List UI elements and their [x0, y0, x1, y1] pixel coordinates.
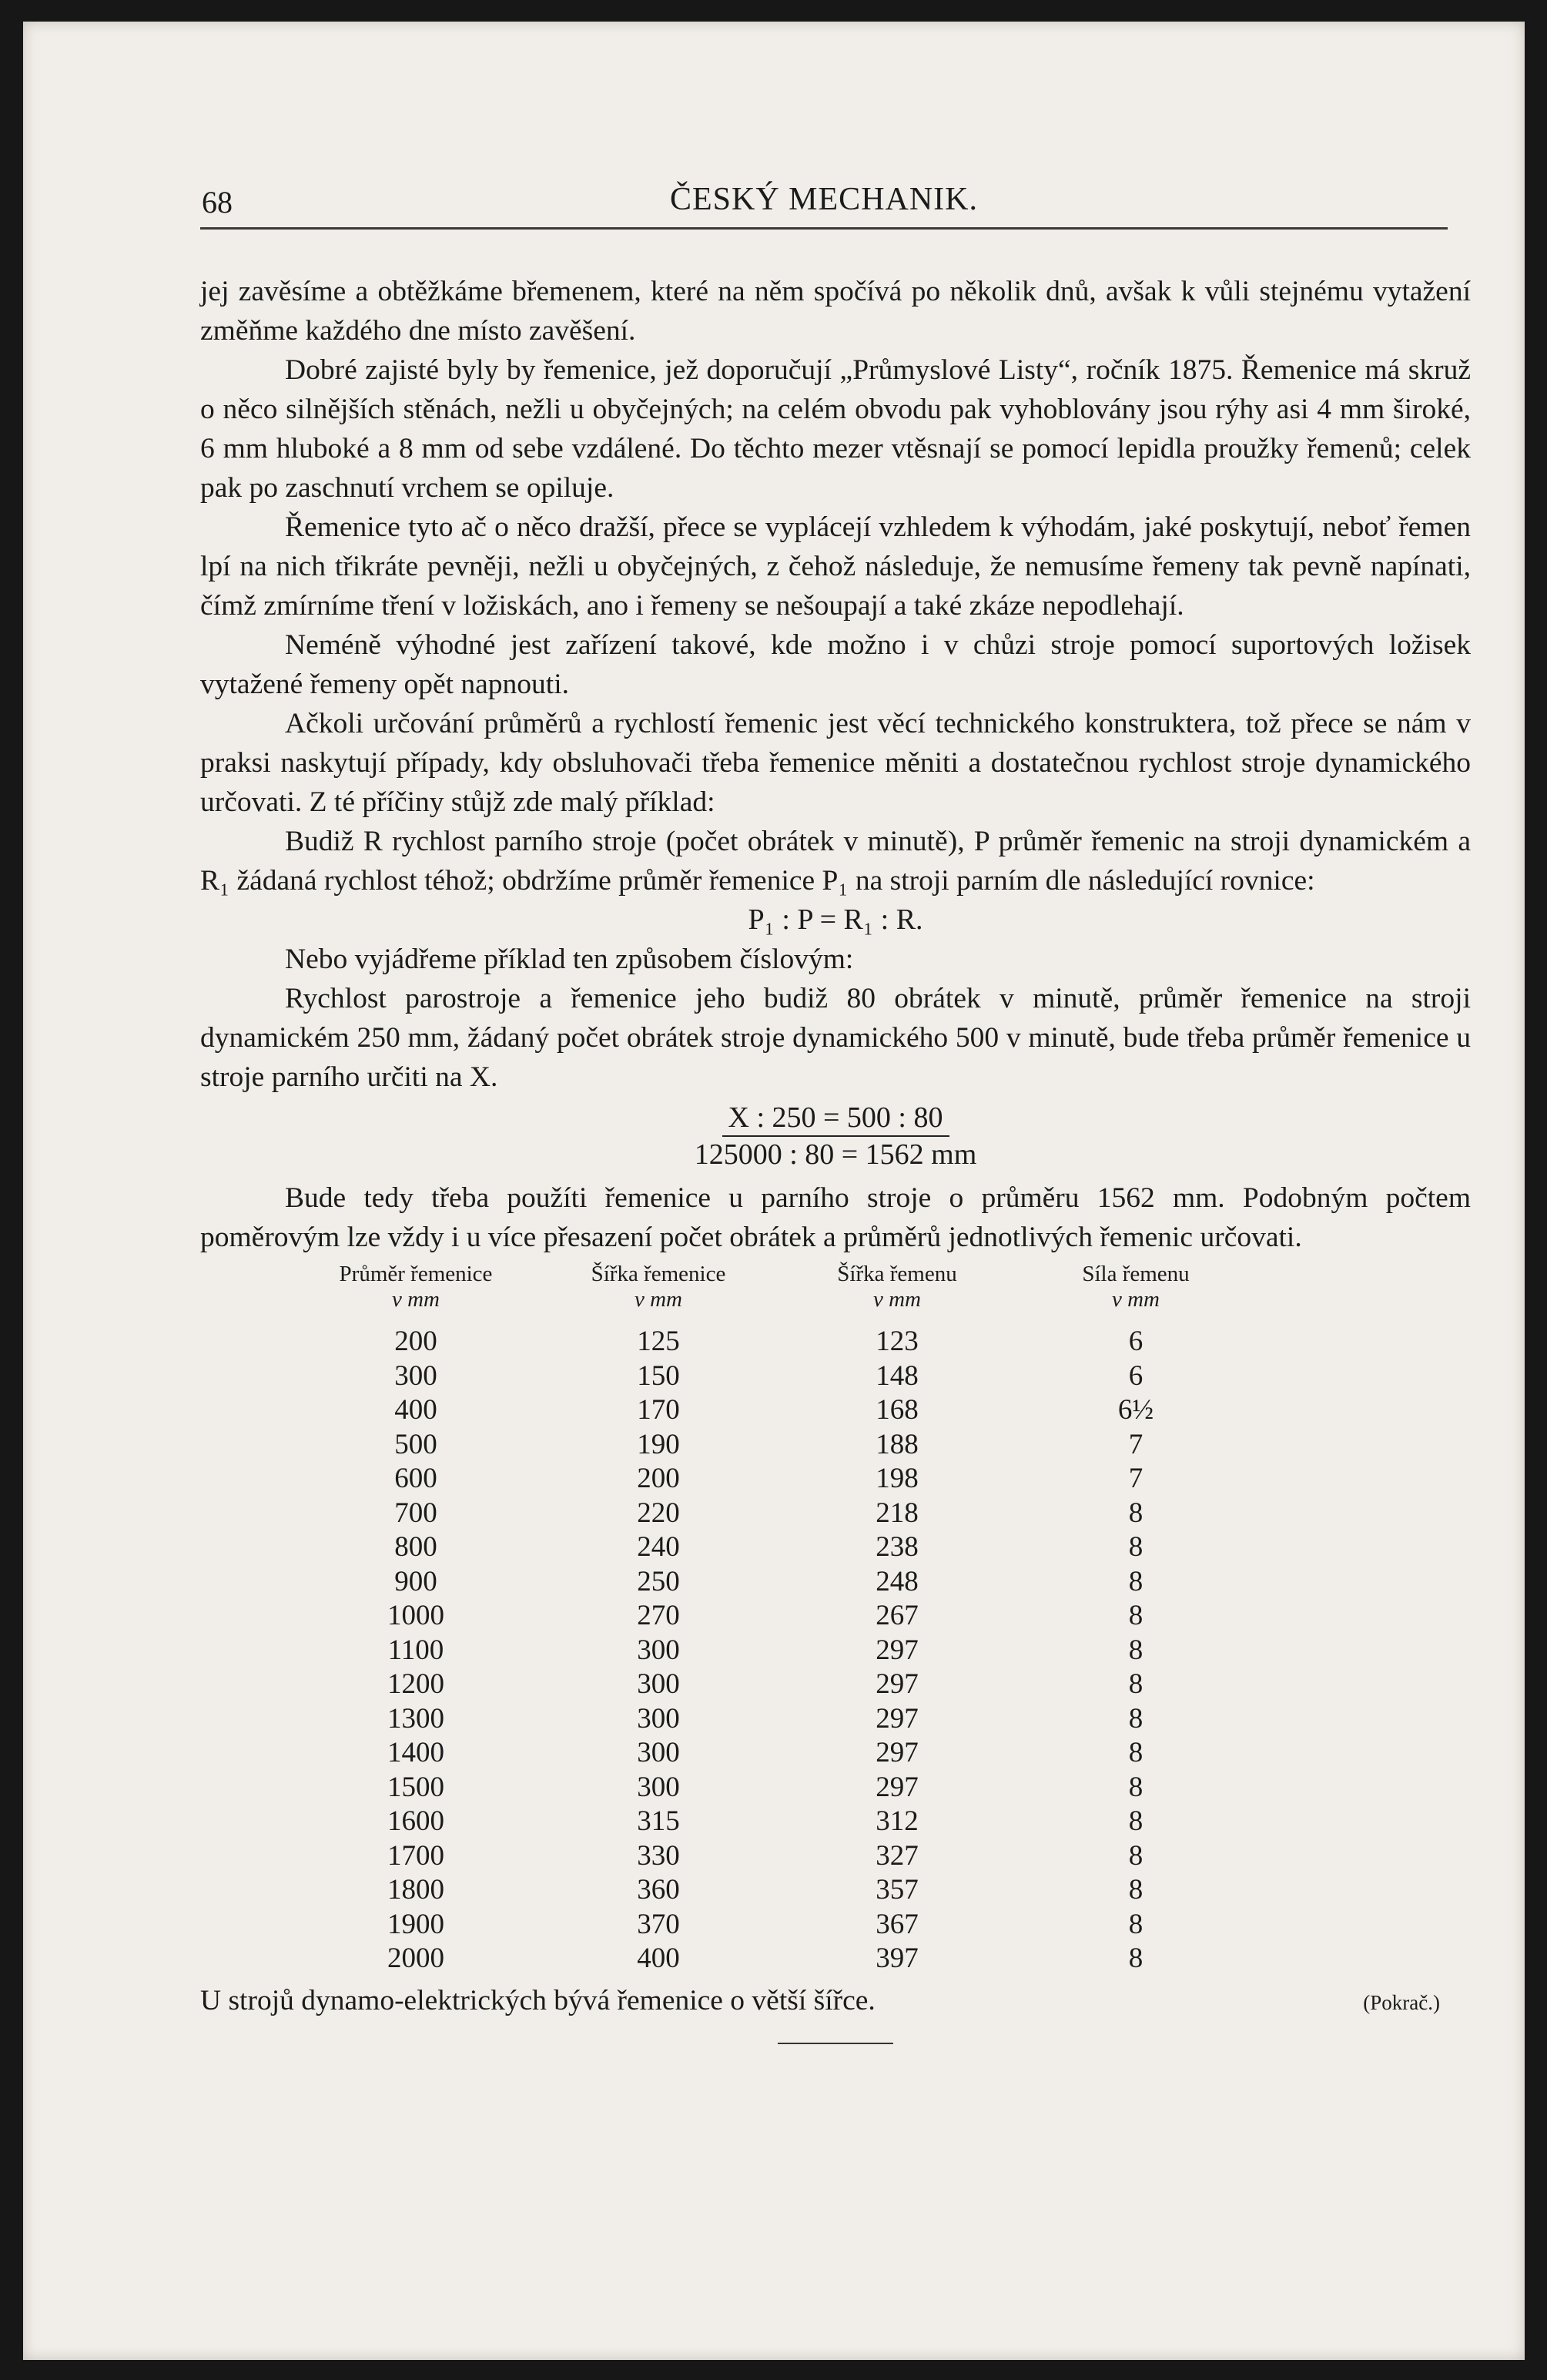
table-cell: 8 — [1128, 1805, 1144, 1837]
table-cell: 1500 — [387, 1771, 444, 1803]
table-cell: 400 — [394, 1394, 437, 1426]
worked-example — [200, 1100, 1471, 1172]
table-cell: 270 — [637, 1600, 680, 1631]
table-cell: 8 — [1128, 1943, 1144, 1974]
table-cell: 218 — [876, 1497, 919, 1529]
table-row — [293, 1736, 1471, 1771]
table-cell: 300 — [394, 1359, 437, 1392]
table-cell: 300 — [637, 1771, 680, 1803]
column-label: Šířka řemenu — [837, 1262, 957, 1286]
table-cell: 200 — [637, 1463, 680, 1494]
table-cell: 297 — [876, 1668, 919, 1700]
table-cell: 123 — [876, 1326, 919, 1357]
paragraph: Ačkoli určování průměrů a rychlostí řemenic jest věcí technického konstruktera, tož přece se nám v praksi naskytují případy, kdy obsluhovači třeba řemenice měniti a dostatečnou rychlost stroje dynamického určovati. Z té příčiny stůjž zde malý příklad: — [200, 708, 1471, 818]
table-row — [293, 1771, 1471, 1805]
table-row — [293, 1359, 1471, 1394]
table-row — [293, 1839, 1471, 1874]
table-cell: 315 — [637, 1805, 680, 1837]
header-rule — [200, 227, 1448, 230]
paragraph: Dobré zajisté byly by řemenice, jež doporučují „Průmyslové Listy“, ročník 1875. Řemenice má skruž o něco silnějších stěnách, nežli u obyčejných; na celém obvodu pak vyhoblovány jsou rýhy asi 4 mm široké, 6 mm hluboké a 8 mm od sebe vzdálené. Do těchto mezer vtěsnají se pomocí lepidla proužky řemenů; celek pak po zaschnutí vrchem se opiluje. — [200, 354, 1471, 504]
table-cell: 248 — [876, 1565, 919, 1597]
table-cell: 1700 — [387, 1839, 444, 1872]
table-cell: 8 — [1128, 1531, 1144, 1563]
paragraph: jej zavěsíme a obtěžkáme břemenem, které na něm spočívá po několik dnů, avšak k vůli stejnému vytažení změňme každého dne místo zavěšení. — [200, 276, 1471, 347]
table-cell: 600 — [394, 1463, 437, 1494]
table-cell: 2000 — [387, 1943, 444, 1974]
table-row — [293, 1462, 1471, 1497]
article-body — [200, 272, 1471, 2044]
table-cell: 1100 — [387, 1634, 444, 1666]
closing-sentence: U strojů dynamo-elektrických bývá řemenice o větší šířce. — [200, 1984, 876, 2016]
example-proportion: X : 250 = 500 : 80 — [722, 1100, 949, 1137]
table-cell: 6½ — [1117, 1394, 1154, 1426]
column-label: Průměr řemenice — [339, 1262, 493, 1286]
table-cell: 1800 — [387, 1874, 444, 1906]
table-row — [293, 1393, 1471, 1428]
table-cell: 700 — [394, 1497, 437, 1529]
table-cell: 6 — [1128, 1326, 1144, 1357]
table-cell: 8 — [1128, 1668, 1144, 1700]
table-cell: 8 — [1128, 1737, 1144, 1768]
table-cell: 8 — [1128, 1634, 1144, 1666]
table-cell: 367 — [876, 1908, 919, 1940]
table-cell: 397 — [876, 1943, 919, 1974]
table-row — [293, 1325, 1471, 1359]
table-row — [293, 1565, 1471, 1600]
table-cell: 7 — [1128, 1463, 1144, 1494]
table-cell: 400 — [637, 1943, 680, 1974]
table-cell: 297 — [876, 1737, 919, 1768]
paragraph: Nebo vyjádřeme příklad ten způsobem číslovým: — [285, 944, 854, 975]
table-cell: 300 — [637, 1737, 680, 1768]
table-cell: 188 — [876, 1428, 919, 1460]
table-cell: 1400 — [387, 1737, 444, 1768]
table-cell: 800 — [394, 1531, 437, 1563]
table-row — [293, 1497, 1471, 1531]
belt-dimension-table — [200, 1262, 1471, 1976]
table-cell: 297 — [876, 1634, 919, 1666]
table-cell: 7 — [1128, 1428, 1144, 1460]
column-header — [1016, 1262, 1255, 1312]
column-header — [293, 1262, 539, 1312]
column-unit: v mm — [391, 1287, 440, 1312]
column-label: Šířka řemenice — [591, 1262, 726, 1286]
table-row — [293, 1805, 1471, 1839]
table-cell: 267 — [876, 1600, 919, 1631]
column-header — [778, 1262, 1016, 1312]
table-cell: 8 — [1128, 1839, 1144, 1872]
paragraph: Budiž R rychlost parního stroje (počet obrátek v minutě), P průměr řemenic na stroji dynamickém a R₁ žádaná rychlost téhož; obdržíme průměr řemenice P₁ na stroji parním dle následující rovnice: — [200, 826, 1471, 897]
table-cell: 1000 — [387, 1600, 444, 1631]
table-cell: 900 — [394, 1565, 437, 1597]
table-cell: 1900 — [387, 1908, 444, 1940]
table-cell: 300 — [637, 1702, 680, 1735]
table-cell: 327 — [876, 1839, 919, 1872]
running-title: ČESKÝ MECHANIK. — [669, 182, 978, 217]
table-row — [293, 1702, 1471, 1737]
example-result: 125000 : 80 = 1562 mm — [694, 1138, 977, 1171]
table-cell: 8 — [1128, 1565, 1144, 1597]
table-row — [293, 1908, 1471, 1943]
table-cell: 190 — [637, 1428, 680, 1460]
table-cell: 6 — [1128, 1359, 1144, 1392]
table-cell: 330 — [637, 1839, 680, 1872]
table-row — [293, 1634, 1471, 1668]
paragraph: Rychlost parostroje a řemenice jeho budiž 80 obrátek v minutě, průměr řemenice na stroji dynamickém 250 mm, žádaný počet obrátek stroje dynamického 500 v minutě, bude třeba průměr řemenice u stroje parního určiti na X. — [200, 983, 1471, 1093]
table-cell: 1600 — [387, 1805, 444, 1837]
table-cell: 8 — [1128, 1771, 1144, 1803]
page-header — [177, 164, 1471, 218]
table-cell: 150 — [637, 1359, 680, 1392]
column-unit: v mm — [872, 1287, 921, 1312]
table-row — [293, 1530, 1471, 1565]
table-cell: 300 — [637, 1668, 680, 1700]
page-content — [177, 164, 1471, 2016]
table-cell: 300 — [637, 1634, 680, 1666]
paragraph: Bude tedy třeba použíti řemenice u parního stroje o průměru 1562 mm. Podobným počtem poměrovým lze vždy i u více přesazení počet obrátek a průměrů jednotlivých řemenic určovati. — [200, 1182, 1471, 1253]
table-row — [293, 1942, 1471, 1976]
page-number: 68 — [202, 185, 233, 220]
table-cell: 220 — [637, 1497, 680, 1529]
column-unit: v mm — [1111, 1287, 1160, 1312]
table-cell: 500 — [394, 1428, 437, 1460]
column-unit: v mm — [634, 1287, 682, 1312]
table-row — [293, 1873, 1471, 1908]
table-cell: 8 — [1128, 1874, 1144, 1906]
table-cell: 312 — [876, 1805, 919, 1837]
table-cell: 200 — [394, 1326, 437, 1357]
table-cell: 170 — [637, 1394, 680, 1426]
table-cell: 370 — [637, 1908, 680, 1940]
table-row — [293, 1668, 1471, 1702]
table-header — [293, 1262, 1471, 1312]
table-cell: 240 — [637, 1531, 680, 1563]
table-cell: 357 — [876, 1874, 919, 1906]
table-cell: 1200 — [387, 1668, 444, 1700]
table-cell: 238 — [876, 1531, 919, 1563]
table-cell: 360 — [637, 1874, 680, 1906]
table-cell: 297 — [876, 1702, 919, 1735]
end-rule — [778, 2043, 893, 2044]
column-label: Síla řemenu — [1082, 1262, 1190, 1286]
table-cell: 297 — [876, 1771, 919, 1803]
table-cell: 8 — [1128, 1702, 1144, 1735]
table-cell: 168 — [876, 1394, 919, 1426]
table-cell: 8 — [1128, 1497, 1144, 1529]
table-cell: 1300 — [387, 1702, 444, 1735]
table-cell: 148 — [876, 1359, 919, 1392]
proportion-formula: P₁ : P = R₁ : R. — [748, 903, 923, 936]
paragraph: Řemenice tyto ač o něco dražší, přece se vyplácejí vzhledem k výhodám, jaké poskytují, neboť řemen lpí na nich třikráte pevněji, nežli u obyčejných, z čehož následuje, že nemusíme řemeny tak pevně napínati, čímž zmírníme tření v ložiskách, ano i řemeny se nešoupají a také zkáze nepodlehají. — [200, 511, 1471, 622]
column-header — [539, 1262, 778, 1312]
table-cell: 8 — [1128, 1908, 1144, 1940]
closing-line — [200, 1981, 1471, 2023]
table-body — [200, 1325, 1471, 1976]
table-cell: 250 — [637, 1565, 680, 1597]
continued-note: (Pokrač.) — [1363, 1990, 1440, 2014]
book-page — [23, 22, 1525, 2360]
table-cell: 125 — [637, 1326, 680, 1357]
table-cell: 198 — [876, 1463, 919, 1494]
table-row — [293, 1599, 1471, 1634]
table-cell: 8 — [1128, 1600, 1144, 1631]
paragraph: Neméně výhodné jest zařízení takové, kde možno i v chůzi stroje pomocí suportových ložisek vytažené řemeny opět napnouti. — [200, 629, 1471, 700]
table-row — [293, 1428, 1471, 1463]
